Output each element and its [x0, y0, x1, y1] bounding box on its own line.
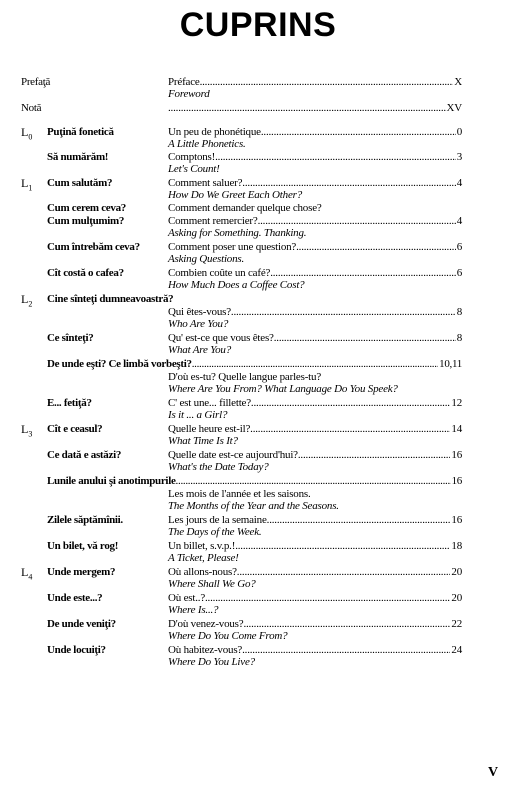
page-ref: 16 — [451, 514, 462, 526]
french-line — [168, 398, 462, 409]
english-title: Asking for Something. Thanking. — [168, 227, 307, 239]
french-title: Où habitez-vous? — [168, 644, 243, 656]
toc-entry — [0, 242, 516, 266]
leader-dots — [274, 333, 456, 344]
page-ref: 4 — [456, 215, 462, 227]
leader-dots — [215, 152, 456, 163]
french-line — [168, 152, 462, 163]
toc-entry — [0, 103, 516, 115]
leader-dots — [242, 178, 455, 189]
romanian-title: Unde este...? — [47, 592, 103, 604]
romanian-title: De unde eşti? Ce limbă vorbeşti? — [47, 358, 192, 370]
leader-dots — [270, 268, 455, 279]
french-title: Comment saluer? — [168, 177, 243, 189]
english-title: A Ticket, Please! — [168, 552, 239, 564]
toc-entry — [0, 292, 516, 309]
page-ref: X — [454, 76, 462, 88]
french-line — [168, 178, 462, 189]
toc-entry — [0, 515, 516, 539]
romanian-title: Lunile anului şi anotimpurile — [47, 475, 176, 487]
page-ref: 14 — [451, 423, 462, 435]
page-ref: 12 — [451, 397, 462, 409]
toc-entry — [0, 268, 516, 292]
page-ref: XV — [446, 102, 462, 114]
english-title: What's the Date Today? — [168, 461, 269, 473]
romanian-title: Cine sînteţi dumneavoastră? — [47, 293, 174, 305]
page-ref: 16 — [451, 449, 462, 461]
toc-entry-romanian-full — [47, 476, 462, 487]
french-title: Les mois de l'année et les saisons. — [168, 488, 311, 500]
page-ref: 4 — [456, 177, 462, 189]
page-ref: 18 — [451, 540, 462, 552]
french-line — [168, 103, 462, 114]
leader-dots — [261, 127, 456, 138]
page-ref: 6 — [456, 241, 462, 253]
romanian-title: Ce dată e astăzi? — [47, 449, 122, 461]
french-title: D'où venez-vous? — [168, 618, 244, 630]
toc-entry — [0, 152, 516, 176]
french-title: Qu' est-ce que vous êtes? — [168, 332, 274, 344]
romanian-title: Cum mulţumim? — [47, 215, 125, 227]
french-title: Quelle heure est-il? — [168, 423, 251, 435]
lesson-number: $L_0$ — [21, 125, 33, 142]
french-title: Comment demander quelque chose? — [168, 202, 322, 214]
toc-entry — [0, 77, 516, 101]
romanian-title: Un bilet, vă rog! — [47, 540, 119, 552]
romanian-title: Să numărăm! — [47, 151, 109, 163]
french-title: Où allons-nous? — [168, 566, 237, 578]
leader-dots — [176, 476, 451, 487]
leader-dots — [296, 242, 456, 253]
french-line — [168, 645, 462, 656]
french-title: Comment poser une question? — [168, 241, 297, 253]
french-title: Où est..? — [168, 592, 205, 604]
french-line — [168, 268, 462, 279]
page-ref: 10,11 — [439, 358, 462, 370]
romanian-title: Puţină fonetică — [47, 126, 114, 138]
french-line — [168, 77, 462, 88]
romanian-title: Zilele săptămînii. — [47, 514, 123, 526]
french-line — [168, 333, 462, 344]
page-ref: 8 — [456, 306, 462, 318]
leader-dots — [200, 77, 454, 88]
leader-dots — [267, 515, 451, 526]
romanian-title: Unde locuiţi? — [47, 644, 106, 656]
toc-entry — [0, 398, 516, 422]
romanian-title: Ce sînteţi? — [47, 332, 94, 344]
toc-entry — [0, 476, 516, 488]
english-title: How Much Does a Coffee Cost? — [168, 279, 305, 291]
leader-dots — [231, 307, 456, 318]
french-title: Comment remercier? — [168, 215, 258, 227]
romanian-title: E... fetiţă? — [47, 397, 92, 409]
toc-entry — [0, 333, 516, 357]
leader-dots — [235, 541, 450, 552]
english-title: Where Do You Come From? — [168, 630, 288, 642]
english-title: Asking Questions. — [168, 253, 245, 265]
leader-dots — [298, 450, 451, 461]
page-ref: 3 — [456, 151, 462, 163]
toc-entry-romanian-full — [47, 359, 462, 370]
english-title: How Do We Greet Each Other? — [168, 189, 303, 201]
english-title: A Little Phonetics. — [168, 138, 246, 150]
page-number: V — [488, 765, 499, 780]
french-line — [168, 515, 462, 526]
english-title: Where Do You Live? — [168, 656, 255, 668]
toc-entry — [0, 178, 516, 202]
leader-dots — [251, 398, 450, 409]
french-line — [168, 541, 462, 552]
english-title: Let's Count! — [168, 163, 220, 175]
english-title: Where Shall We Go? — [168, 578, 256, 590]
english-title: Where Are You From? What Language Do You Speek? — [168, 383, 398, 395]
romanian-title: Notă — [21, 102, 42, 114]
french-line — [168, 127, 462, 138]
toc-entry — [0, 203, 516, 215]
leader-dots — [243, 619, 450, 630]
french-title: Qui êtes-vous? — [168, 306, 231, 318]
toc-entry — [0, 645, 516, 669]
leader-dots — [250, 424, 450, 435]
french-title: C' est une... fillette? — [168, 397, 251, 409]
page-ref: 16 — [451, 475, 462, 487]
french-title: Comptons! — [168, 151, 216, 163]
english-title: Who Are You? — [168, 318, 229, 330]
romanian-title: Cît costă o cafea? — [47, 267, 124, 279]
leader-dots — [192, 359, 438, 370]
romanian-title: Prefaţă — [21, 76, 51, 88]
romanian-title: Cum cerem ceva? — [47, 202, 126, 214]
french-title: D'où es-tu? Quelle langue parles-tu? — [168, 371, 321, 383]
leader-dots — [237, 567, 451, 578]
french-title: Préface — [168, 76, 200, 88]
romanian-title: Unde mergem? — [47, 566, 116, 578]
toc-entry — [0, 359, 516, 371]
leader-dots — [242, 645, 450, 656]
english-title: Is it ... a Girl? — [168, 409, 228, 421]
page-ref: 20 — [451, 566, 462, 578]
english-title: The Days of the Week. — [168, 526, 262, 538]
page-ref: 6 — [456, 267, 462, 279]
toc-entry — [0, 216, 516, 240]
french-line — [168, 242, 462, 253]
page-ref: 0 — [456, 126, 462, 138]
toc-entry — [0, 541, 516, 565]
french-line — [168, 307, 462, 318]
french-title: Un billet, s.v.p.! — [168, 540, 236, 552]
toc-entry — [0, 307, 516, 331]
toc-entry — [0, 372, 516, 396]
english-title: Foreword — [168, 88, 210, 100]
romanian-title: Cum salutăm? — [47, 177, 113, 189]
french-line — [168, 424, 462, 435]
romanian-title: De unde veniţi? — [47, 618, 116, 630]
toc-entry — [0, 450, 516, 474]
english-title: The Months of the Year and the Seasons. — [168, 500, 339, 512]
english-title: What Are You? — [168, 344, 232, 356]
toc-entry — [0, 424, 516, 448]
french-title: Les jours de la semaine — [168, 514, 267, 526]
leader-dots — [168, 103, 446, 114]
lesson-number: $L_2$ — [21, 292, 33, 309]
page-title: CUPRINS — [179, 6, 337, 44]
french-title: Combien coûte un café? — [168, 267, 271, 279]
toc-entry — [0, 127, 516, 151]
page-ref: 22 — [451, 618, 462, 630]
toc-entry — [0, 567, 516, 591]
page-ref: 8 — [456, 332, 462, 344]
french-line — [168, 567, 462, 578]
french-line — [168, 619, 462, 630]
french-line — [168, 593, 462, 604]
lesson-number: $L_1$ — [21, 176, 33, 193]
french-line — [168, 450, 462, 461]
romanian-title: Cît e ceasul? — [47, 423, 103, 435]
toc-entry — [0, 593, 516, 617]
french-line — [168, 216, 462, 227]
english-title: What Time Is It? — [168, 435, 238, 447]
lesson-number: $L_3$ — [21, 422, 33, 439]
toc-entry — [0, 489, 516, 513]
french-title: Un peu de phonétique — [168, 126, 261, 138]
romanian-title: Cum întrebăm ceva? — [47, 241, 140, 253]
french-title: Quelle date est-ce aujourd'hui? — [168, 449, 298, 461]
toc-entry — [0, 619, 516, 643]
leader-dots — [258, 216, 456, 227]
leader-dots — [205, 593, 450, 604]
lesson-number: $L_4$ — [21, 565, 33, 582]
page-ref: 20 — [451, 592, 462, 604]
page-ref: 24 — [451, 644, 462, 656]
english-title: Where Is...? — [168, 604, 219, 616]
